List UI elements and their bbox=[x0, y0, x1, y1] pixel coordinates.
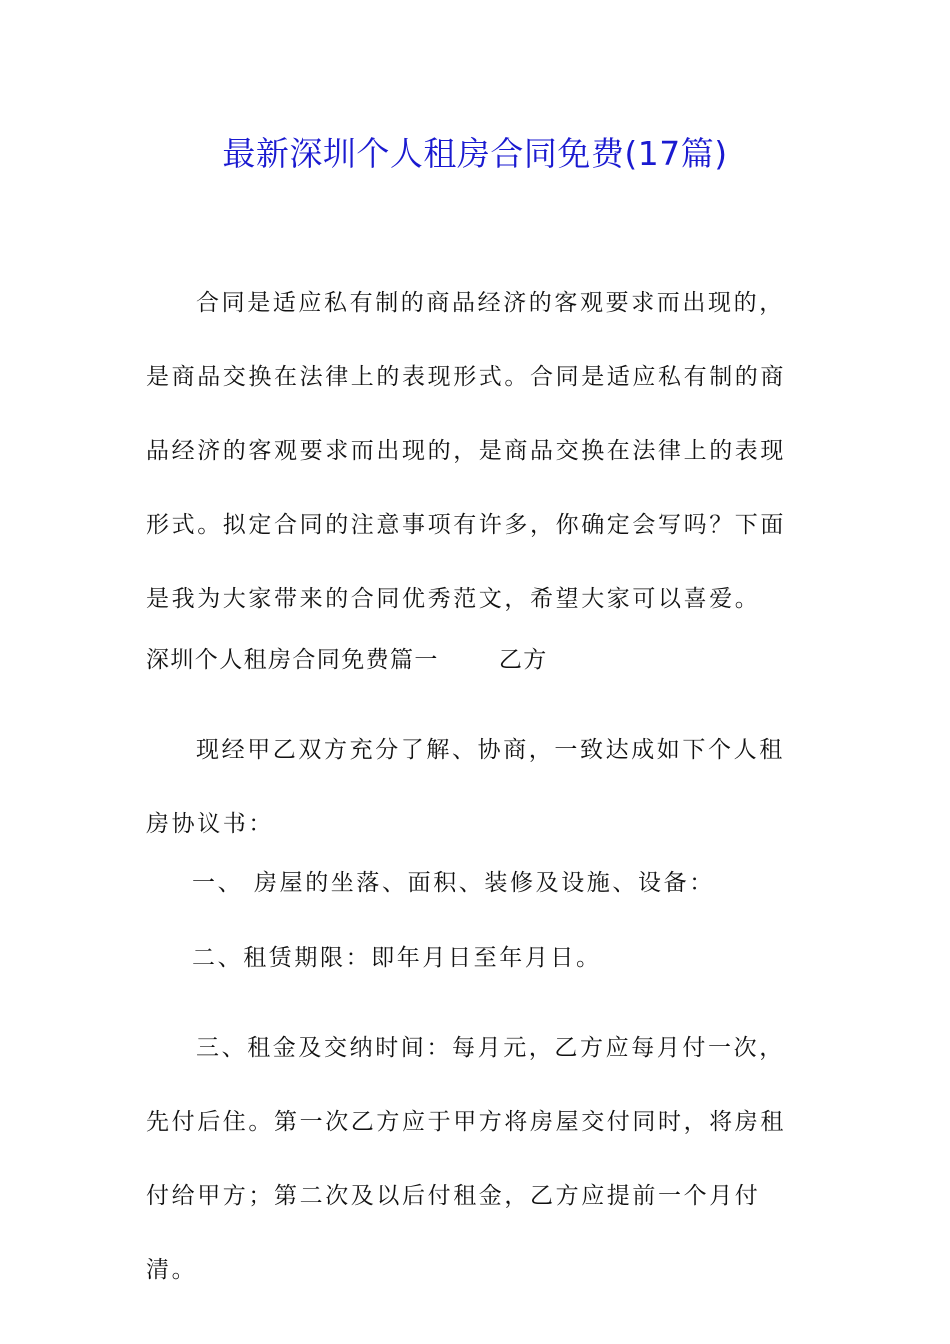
section-heading-text: 深圳个人租房合同免费篇一 bbox=[146, 647, 439, 673]
clause-1-number: 一、 bbox=[192, 870, 244, 896]
clause-2: 二、租赁期限：即年月日至年月日。 bbox=[192, 945, 602, 971]
clause-3: 三、租金及交纳时间：每月元，乙方应每月付一次，先付后住。第一次乙方应于甲方将房屋交付同时，将房租付给甲方；第二次及以后付租金，乙方应提前一个月付清。 bbox=[146, 1035, 786, 1283]
clause-1 bbox=[146, 863, 852, 903]
clause-1-text: 房屋的坐落、面积、装修及设施、设备： bbox=[254, 870, 715, 896]
intro-paragraph: 合同是适应私有制的商品经济的客观要求而出现的，是商品交换在法律上的表现形式。合同是适应私有制的商品经济的客观要求而出现的，是商品交换在法律上的表现形式。拟定合同的注意事项有许多，你确定会写吗？下面是我为大家带来的合同优秀范文，希望大家可以喜爱。 bbox=[146, 290, 786, 612]
section-heading-party: 乙方 bbox=[498, 647, 548, 673]
agreement-intro-paragraph: 现经甲乙双方充分了解、协商，一致达成如下个人租房协议书： bbox=[146, 737, 785, 837]
document-title: 最新深圳个人租房合同免费(17篇) bbox=[222, 134, 728, 173]
section-heading bbox=[146, 640, 806, 680]
